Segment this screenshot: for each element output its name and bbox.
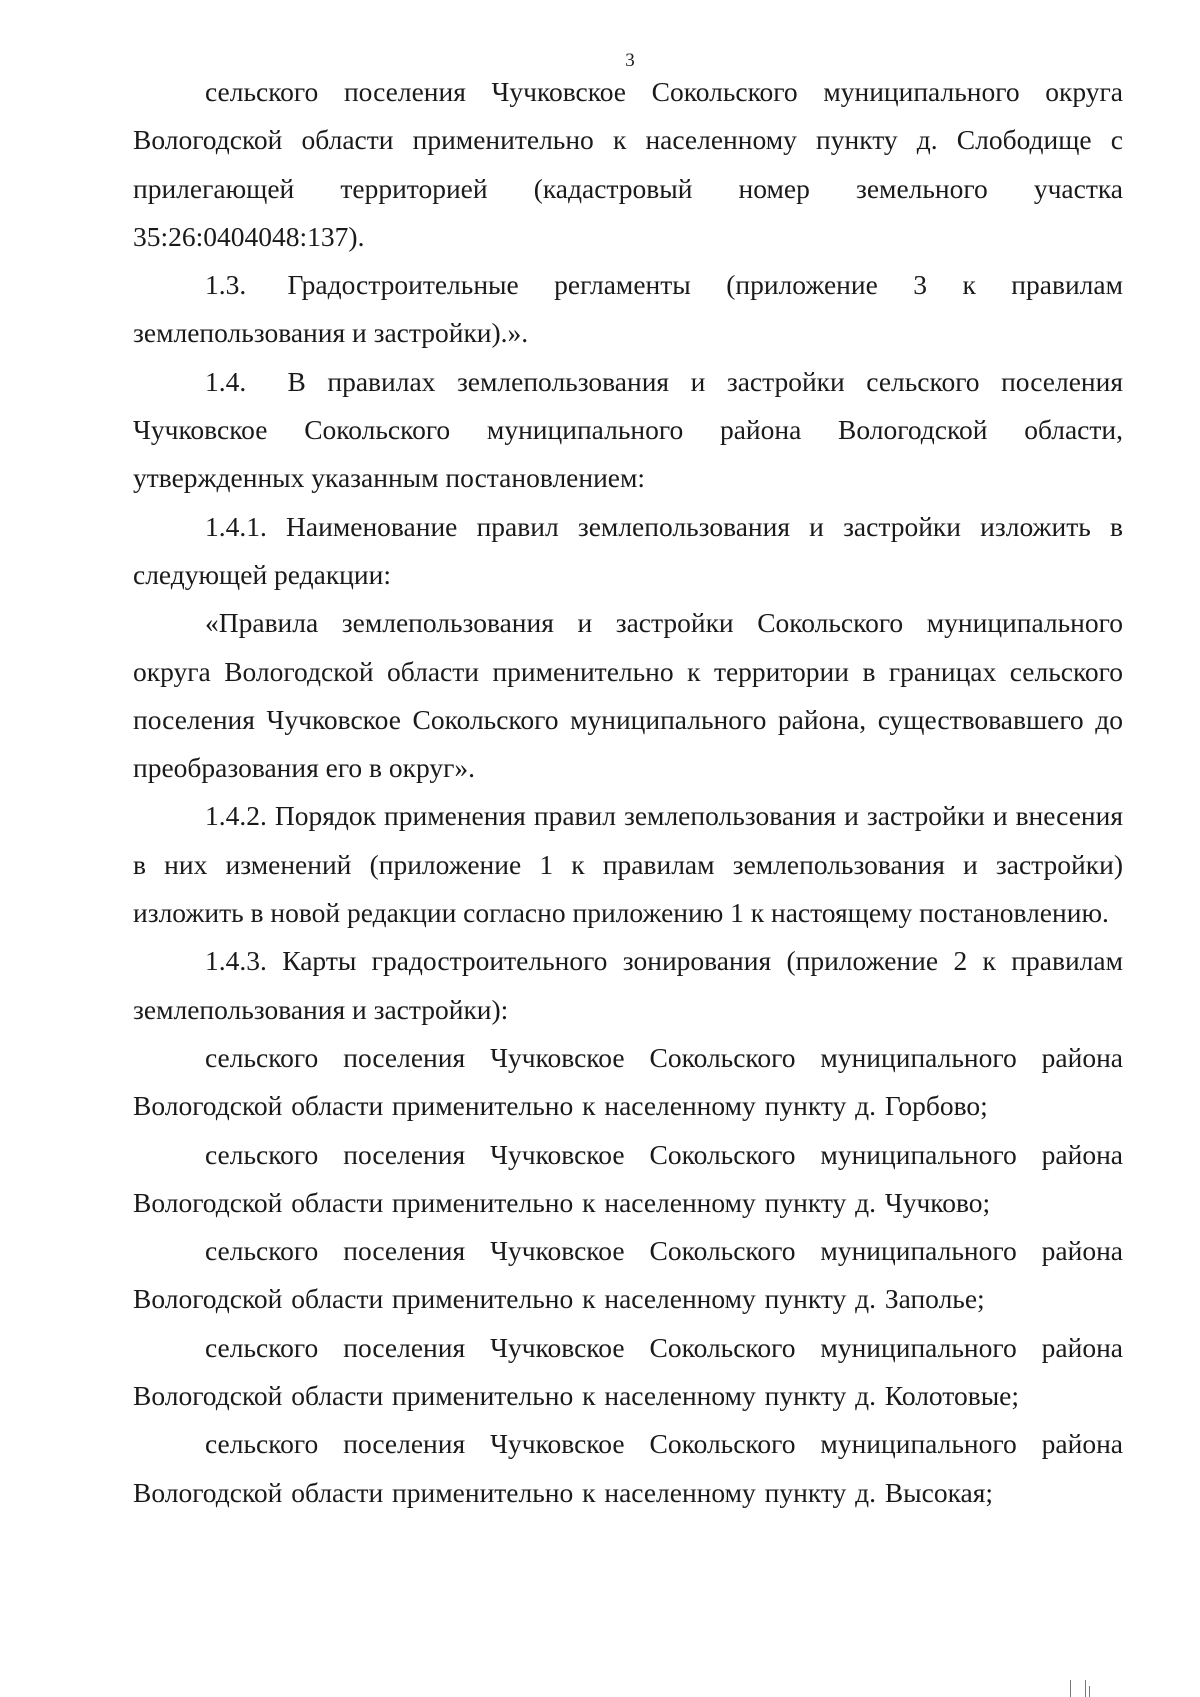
paragraph-continuation-slobodishche: сельского поселения Чучковское Сокольского муниципального округа Вологодской области применительно к населенному пункту д. Слободище с прилегающей территорией (кадастровый номер земельного участка 35:26:0404048:137). (133, 76, 1123, 252)
paragraph-1-4: 1.4. В правилах землепользования и застройки сельского поселения Чучковское Сокольского муниципального района Вологодской области, утвержденных указанным постановлением: (133, 365, 1123, 494)
paragraph-1-3: 1.3. Градостроительные регламенты (приложение 3 к правилам землепользования и застройки).». (133, 269, 1123, 349)
document-body (133, 68, 1123, 1517)
paragraph-1-4-2: 1.4.2. Порядок применения правил землепользования и застройки и внесения в них изменений (приложение 1 к правилам землепользования и застройки) изложить в новой редакции согласно приложению 1 к настоящему постановлению. (133, 800, 1123, 929)
paragraph-1-4-1: 1.4.1. Наименование правил землепользования и застройки изложить в следующей редакции: (133, 510, 1123, 590)
scan-artifact-mark-2 (1089, 1686, 1090, 1697)
list-item-zapolye: сельского поселения Чучковское Сокольского муниципального района Вологодской области применительно к населенному пункту д. Заполье; (133, 1235, 1123, 1315)
page-number: 3 (625, 50, 635, 71)
paragraph-rules-title-quote: «Правила землепользования и застройки Сокольского муниципального округа Вологодской области применительно к территории в границах сельского поселения Чучковское Сокольского муниципального района, существовавшего до преобразования его в округ». (133, 607, 1123, 784)
list-item-chuchkovo: сельского поселения Чучковское Сокольского муниципального района Вологодской области применительно к населенному пункту д. Чучково; (133, 1138, 1123, 1218)
paragraph-1-4-3: 1.4.3. Карты градостроительного зонирования (приложение 2 к правилам землепользования и застройки): (133, 945, 1123, 1025)
scan-artifact-mark (1070, 1680, 1086, 1697)
list-item-kolotovye: сельского поселения Чучковское Сокольского муниципального района Вологодской области применительно к населенному пункту д. Колотовые; (133, 1331, 1123, 1412)
list-item-gorbovo: сельского поселения Чучковское Сокольского муниципального района Вологодской области применительно к населенному пункту д. Горбово; (133, 1041, 1123, 1122)
list-item-vysokaya: сельского поселения Чучковское Сокольского муниципального района Вологодской области применительно к населенному пункту д. Высокая; (133, 1428, 1123, 1508)
